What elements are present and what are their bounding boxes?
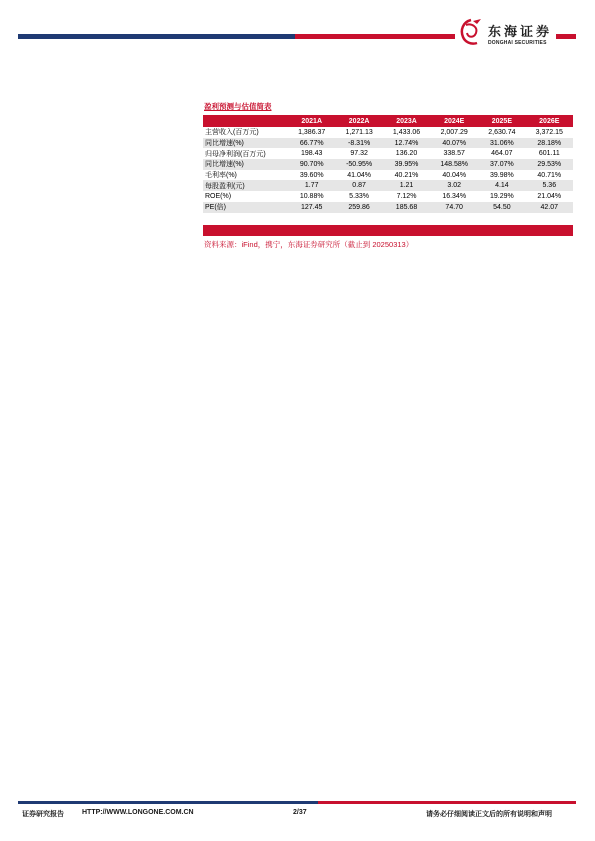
logo-chinese-name: 东海证券 (488, 25, 553, 40)
table-cell: 39.60% (299, 171, 324, 179)
table-cell: 10.88% (299, 192, 324, 200)
column-header: 2022A (335, 115, 382, 127)
column-header (203, 115, 288, 127)
table-row (203, 191, 573, 202)
header-rule-red (295, 34, 455, 39)
row-label: 同比增速(%) (203, 138, 288, 149)
header-rule-red-end (556, 34, 576, 39)
table-cell: 0.87 (335, 180, 382, 191)
footer-rule-red (318, 801, 576, 804)
table-cell: 21.04% (537, 192, 562, 200)
row-label: 同比增速(%) (203, 159, 288, 170)
table-cell: 148.58% (430, 159, 478, 170)
footer-rule-blue (18, 801, 318, 804)
column-header: 2026E (526, 115, 573, 127)
column-header: 2023A (383, 115, 430, 127)
table-cell: 3,372.15 (535, 128, 563, 136)
table-cell: 31.06% (478, 138, 525, 149)
table-cell: 41.04% (347, 171, 371, 179)
table-cell: 54.50 (478, 202, 525, 213)
table-cell: 29.53% (526, 159, 573, 170)
column-header: 2025E (478, 115, 525, 127)
table-cell: 74.70 (430, 202, 478, 213)
table-cell: 5.36 (526, 180, 573, 191)
row-label: 每股盈利(元) (203, 180, 288, 191)
table-cell: 136.20 (395, 150, 418, 158)
table-cell: 185.68 (383, 202, 430, 213)
table-row (203, 202, 573, 213)
table-cell: -8.31% (335, 138, 382, 149)
table-source-note: 资料来源：iFind，携宁，东海证券研究所（截止到 20250313） (204, 240, 414, 249)
table-title: 盈利预测与估值简表 (204, 102, 272, 111)
table-cell: 338.57 (443, 150, 465, 158)
table-header-row (203, 115, 573, 127)
table-cell: 259.86 (335, 202, 382, 213)
table-row (203, 138, 573, 149)
table-cell: 7.12% (396, 192, 417, 200)
table-cell: 1,271.13 (345, 128, 373, 136)
table-cell: 1.21 (383, 180, 430, 191)
header-rule-blue (18, 34, 295, 39)
table-row (203, 170, 573, 181)
logo-english-name: DONGHAI SECURITIES (488, 40, 547, 46)
table-cell: 97.32 (350, 150, 368, 158)
forecast-table (203, 115, 573, 213)
row-label: ROE(%) (205, 192, 232, 200)
footer-disclaimer: 请务必仔细阅读正文后的所有说明和声明 (426, 811, 552, 818)
table-cell: 1.77 (288, 180, 335, 191)
table-cell: 4.14 (478, 180, 525, 191)
row-label: 主营收入(百万元) (205, 129, 259, 137)
table-row (203, 180, 573, 191)
table-cell: 2,630.74 (488, 128, 516, 136)
column-header: 2021A (288, 115, 335, 127)
table-cell: 40.07% (430, 138, 478, 149)
table-row (203, 127, 573, 138)
row-label: 毛利率(%) (205, 172, 237, 180)
row-label: PE(倍) (203, 202, 288, 213)
table-cell: 40.04% (442, 171, 467, 179)
footer-website-link[interactable]: HTTP://WWW.LONGONE.COM.CN (82, 809, 194, 816)
table-cell: 19.29% (490, 192, 514, 200)
row-label: 归母净利润(百万元) (205, 150, 266, 158)
table-cell: 2,007.29 (440, 128, 468, 136)
table-cell: 3.02 (430, 180, 478, 191)
table-cell: 127.45 (288, 202, 335, 213)
table-cell: 40.21% (394, 171, 419, 179)
table-cell: -50.95% (335, 159, 382, 170)
table-row (203, 159, 573, 170)
logo-mark-icon (457, 18, 485, 48)
footer-page-number: 2/37 (293, 809, 307, 816)
table-cell: 66.77% (288, 138, 335, 149)
table-cell: 5.33% (349, 192, 370, 200)
column-header: 2024E (430, 115, 478, 127)
company-logo (457, 18, 557, 52)
table-footer-band (203, 225, 573, 236)
table-cell: 464.07 (491, 150, 513, 158)
table-cell: 37.07% (478, 159, 525, 170)
table-cell: 28.18% (526, 138, 573, 149)
table-cell: 90.70% (288, 159, 335, 170)
table-cell: 12.74% (383, 138, 430, 149)
footer-report-type: 证券研究报告 (22, 811, 64, 818)
table-cell: 198.43 (300, 150, 323, 158)
table-cell: 601.11 (538, 150, 560, 158)
table-cell: 1,433.06 (392, 128, 421, 136)
table-cell: 39.98% (490, 171, 514, 179)
table-cell: 42.07 (526, 202, 573, 213)
table-row (203, 148, 573, 159)
table-cell: 16.34% (442, 192, 467, 200)
table-cell: 40.71% (537, 171, 562, 179)
table-cell: 39.95% (383, 159, 430, 170)
table-cell: 1,386.37 (298, 128, 326, 136)
